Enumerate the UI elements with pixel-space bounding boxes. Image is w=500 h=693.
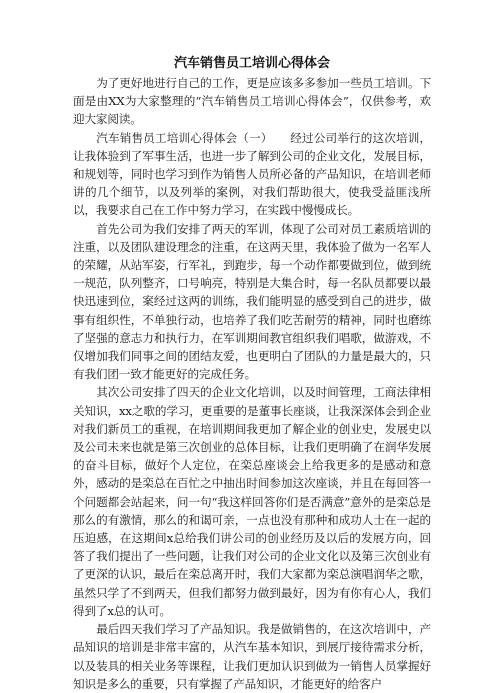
paragraph-product-training: 最后四天我们学习了产品知识。我是做销售的，在这次培训中，产品知识的培训是非常丰富的，从汽车基本知识，到展厅接待需求分析，以及装具的相关业务等课程，让我们更加认识到做为一销售人员掌握好知识是多么的重要，只有掌握了产品知识，才能更好的给客户 (73, 622, 431, 691)
document-title: 汽车销售员工培训心得体会 (173, 56, 330, 71)
paragraph-intro: 为了更好地进行自己的工作，更是应该多多参加一些员工培训。下面是由XX为大家整理的“汽车销售员工培训心得体会”，仅供参考，欢迎大家阅读。 (73, 76, 431, 127)
paragraph-military-training: 首先公司为我们安排了两天的军训，体现了公司对员工素质培训的注重，以及团队建设理念的注重，在这两天里，我体验了做为一名军人的荣耀，从站军姿，行军礼，到跑步，每一个动作都要做到位，做到统一规范，队列整齐，口号响亮，特别是大集合时，每一名队员都要以最快迅速到位，案经过这两的训练，我们能明显的感受到自己的进步，做事有组织性，不单独行动，也培养了我们吃苦耐劳的精神，同时也磨练了坚强的意志力和执行力，在军训期间教官组织我们唱歌，做游戏，不仅增加我们同事之间的团结友爱，也更明白了团队的力量是最大的，只有我们团一致才能更好的完成任务。 (73, 221, 431, 382)
paragraph-culture-training: 其次公司安排了四天的企业文化培训，以及时间管理，工商法律相关知识，xx之歌的学习，更重要的是董事长座谈，让我深深体会到企业对我们新员工的重视，在培训期间我更加了解企业的创业史，发展史以及公司未来也就是第三次创业的总体目标，让我们更明确了在润华发展的奋斗目标，做好个人定位，在栾总座谈会上给我更多的是感动和意外，感动的是栾总在百忙之中抽出时间参加这次座谈，并且在每回答一个问题都会站起来，问一句“我这样回答你们是否满意”意外的是栾总是那么的有激情，那么的和谒可亲，一点也没有那种和成功人士在一起的压迫感，在这期间x总给我们讲公司的创业经历及以后的发展方向，回答了我们提出了一些问题，让我们对公司的企业文化以及第三次创业有了更深的认识，最后在栾总离开时，我们大家都为栾总演唱润华之歌，虽然只学了不到两天，但我们都努力做到最好，因为有你有心人，我们得到了x总的认可。 (73, 385, 431, 618)
paragraph-section-one: 汽车销售员工培训心得体会（一） 经过公司举行的这次培训，让我体验到了军事生活，也进一步了解到公司的企业文化，发展目标，和规划等，同时也学习到作为销售人员所必备的产品知识，在培训老师讲的几个细节，以及列举的案例，对我们帮助很大，使我受益匪浅所以，我要求自己在工作中努力学习，在实践中慢慢成长。 (73, 130, 431, 218)
document-page (73, 54, 431, 693)
